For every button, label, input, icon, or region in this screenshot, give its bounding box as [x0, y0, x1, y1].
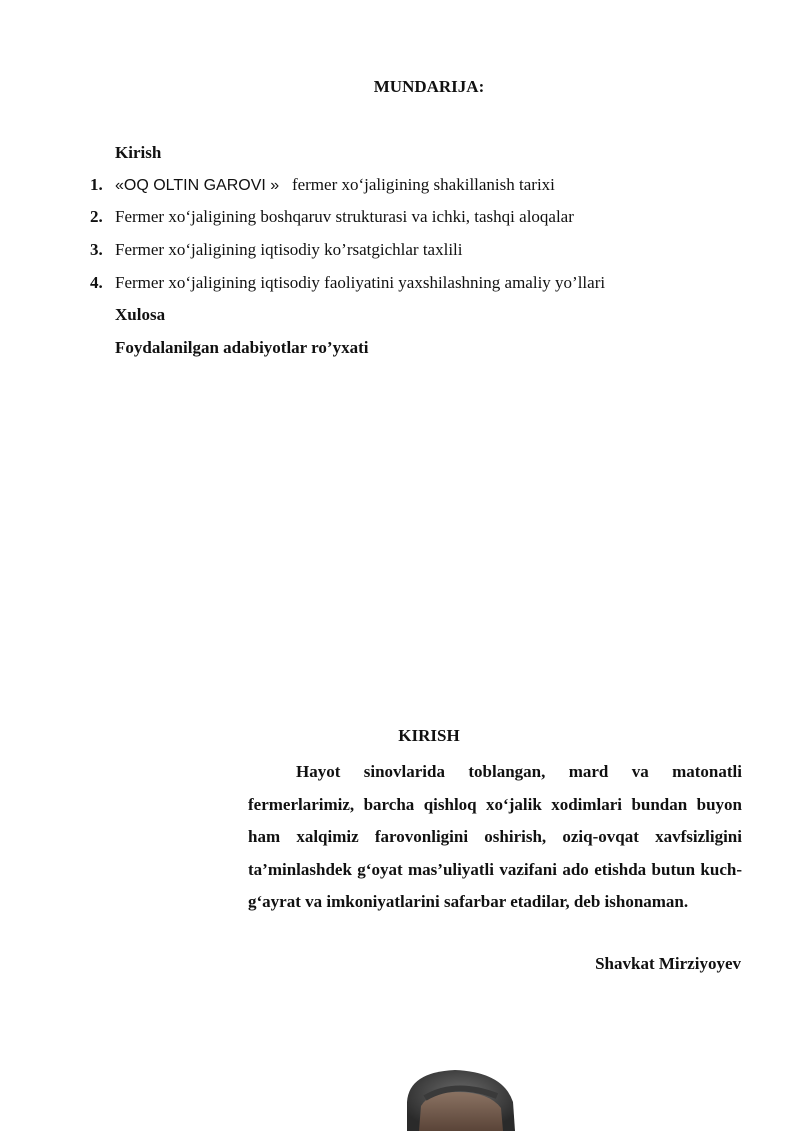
toc-item-number: 2.	[90, 207, 103, 226]
toc-item-references[interactable]: Foydalanilgan adabiyotlar ro’yxati	[115, 338, 369, 357]
toc-heading: MUNDARIJA:	[373, 77, 485, 96]
toc-item-1[interactable]	[115, 175, 555, 196]
author-portrait	[385, 1062, 535, 1131]
toc-item-number: 1.	[90, 175, 103, 194]
toc-item-number: 4.	[90, 273, 103, 292]
toc-item-number: 3.	[90, 240, 103, 259]
toc-item-conclusion[interactable]: Xulosa	[115, 305, 166, 324]
toc-item-1-prefix: «OQ OLTIN GAROVI »	[115, 177, 280, 194]
toc-item-4[interactable]: Fermer xo‘jaligining iqtisodiy faoliyatini yaxshilashning amaliy yo’llari	[115, 273, 606, 292]
toc-item-intro[interactable]: Kirish	[115, 143, 162, 162]
toc-item-3[interactable]: Fermer xo‘jaligining iqtisodiy ko’rsatgichlar taxlili	[115, 240, 463, 259]
epigraph-author: Shavkat Mirziyoyev	[595, 954, 741, 973]
epigraph-quote: Hayot sinovlarida toblangan, mard va matonatli fermerlarimiz, barcha qishloq xo‘jalik xodimlari bundan buyon ham xalqimiz farovonligini oshirish, oziq-ovqat xavfsizligini ta’minlashdek g‘oyat mas’uliyatli vazifani ado etishda butun kuch-g‘ayrat va imkoniyatlarini safarbar etadilar, deb ishonaman.	[248, 762, 742, 912]
toc-item-2[interactable]: Fermer xo‘jaligining boshqaruv strukturasi va ichki, tashqi aloqalar	[115, 207, 574, 226]
toc-item-1-text: fermer xo‘jaligining shakillanish tarixi	[279, 175, 555, 194]
intro-heading: KIRISH	[398, 726, 460, 745]
